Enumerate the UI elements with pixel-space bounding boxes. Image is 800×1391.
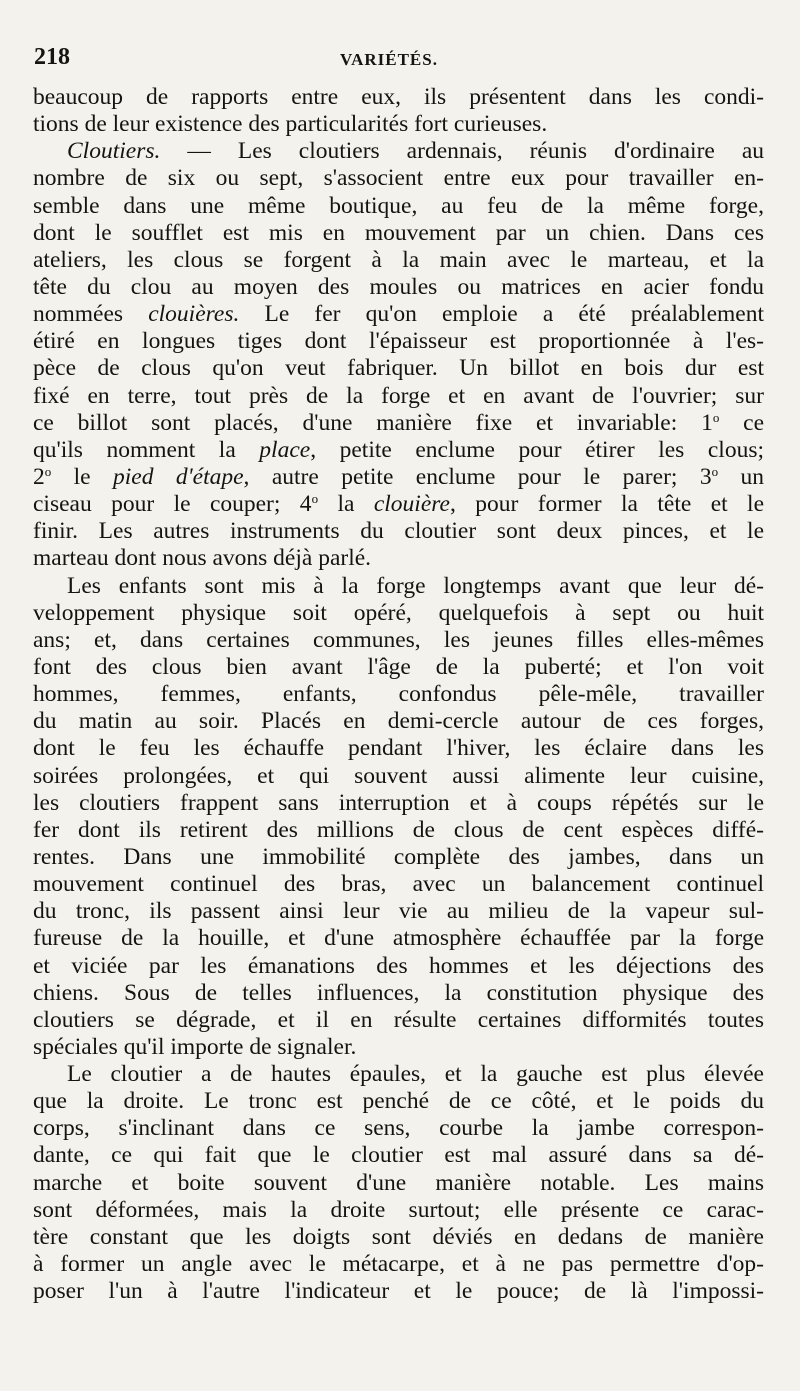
text-line: tère constant que les doigts sont déviés en dedans de manière xyxy=(33,1223,764,1250)
text-line: rentes. Dans une immobilité complète des jambes, dans un xyxy=(33,843,764,870)
text-line xyxy=(33,138,764,165)
body-text xyxy=(33,84,764,1305)
text-segment: , petite enclume pour étirer les clous; xyxy=(310,436,764,463)
text-segment: , autre petite enclume pour le parer; 3 xyxy=(243,463,712,490)
text-line: fureuse de la houille, et d'une atmosphère échauffée par la forge xyxy=(33,925,764,952)
text-line: veloppement physique soit opéré, quelquefois à sept ou huit xyxy=(33,599,764,626)
text-segment: le xyxy=(51,463,114,490)
text-segment: qu'ils nomment la xyxy=(33,436,260,463)
text-line: chiens. Sous de telles influences, la constitution physique des xyxy=(33,979,764,1006)
text-segment: ce xyxy=(719,409,764,436)
text-segment: Le fer qu'on emploie a été préalablement xyxy=(239,301,764,328)
text-line: les cloutiers frappent sans interruption et à coups répétés sur le xyxy=(33,789,764,816)
text-line: nombre de six ou sept, s'associent entre eux pour travailler en- xyxy=(33,165,764,192)
page-header xyxy=(34,40,760,80)
text-segment: ciseau pour le couper; 4 xyxy=(33,491,312,518)
text-line: finir. Les autres instruments du cloutier sont deux pinces, et le xyxy=(33,518,764,545)
italic-term: place xyxy=(259,436,311,463)
text-line: marteau dont nous avons déjà parlé. xyxy=(33,545,372,572)
text-line: font des clous bien avant l'âge de la puberté; et l'on voit xyxy=(33,653,764,680)
ordinal-mark: o xyxy=(311,491,319,507)
italic-term: clouière xyxy=(373,491,450,518)
text-line: marche et boite souvent d'une manière notable. Les mains xyxy=(33,1169,764,1196)
text-line: beaucoup de rapports entre eux, ils présentent dans les condi- xyxy=(33,84,764,110)
text-line xyxy=(33,410,764,437)
ordinal-mark: o xyxy=(711,463,719,479)
text-line: cloutiers se dégrade, et il en résulte certaines difformités toutes xyxy=(33,1006,764,1033)
ordinal-mark: o xyxy=(44,463,52,479)
text-line: poser l'un à l'autre l'indicateur et le pouce; de là l'impossi- xyxy=(33,1278,764,1305)
text-line: fixé en terre, tout près de la forge et en avant de l'ouvrier; sur xyxy=(33,382,764,409)
text-line: hommes, femmes, enfants, confondus pêle-mêle, travailler xyxy=(33,681,764,708)
text-line: Les enfants sont mis à la forge longtemps avant que leur dé- xyxy=(67,572,764,599)
text-line: que la droite. Le tronc est penché de ce côté, et le poids du xyxy=(33,1088,764,1115)
italic-term: clouières. xyxy=(148,301,240,328)
text-line xyxy=(33,437,764,464)
text-segment: un xyxy=(718,463,764,490)
italic-term: pied d'étape xyxy=(113,463,244,490)
section-label: Cloutiers. xyxy=(67,138,161,165)
text-line xyxy=(33,464,764,491)
ordinal-mark: o xyxy=(712,409,720,425)
text-segment: la xyxy=(318,491,374,518)
text-line: ans; et, dans certaines communes, les jeunes filles elles-mêmes xyxy=(33,626,764,653)
text-segment: 2 xyxy=(33,463,45,490)
text-line: spéciales qu'il importe de signaler. xyxy=(33,1033,357,1060)
running-head: VARIÉTÉS. xyxy=(340,50,438,69)
text-line: à former un angle avec le métacarpe, et à ne pas permettre d'op- xyxy=(33,1251,764,1278)
text-line: mouvement continuel des bras, avec un balancement continuel xyxy=(33,871,764,898)
text-line: tête du clou au moyen des moules ou matrices en acier fondu xyxy=(33,273,764,300)
text-line: dont le feu les échauffe pendant l'hiver, les éclaire dans les xyxy=(33,735,764,762)
text-line: soirées prolongées, et qui souvent aussi alimente leur cuisine, xyxy=(33,762,764,789)
text-line: corps, s'inclinant dans ce sens, courbe la jambe correspon- xyxy=(33,1115,764,1142)
text-line: ateliers, les clous se forgent à la main avec le marteau, et la xyxy=(33,246,764,273)
text-segment: , pour former la tête et le xyxy=(449,491,765,518)
text-line xyxy=(33,301,764,328)
text-line: Le cloutier a de hautes épaules, et la gauche est plus élevée xyxy=(67,1061,764,1088)
text-segment: nommées xyxy=(33,301,149,328)
text-line: étiré en longues tiges dont l'épaisseur est proportionnée à l'es- xyxy=(33,328,764,355)
text-segment: ce billot sont placés, d'une manière fixe et invariable: 1 xyxy=(33,409,713,436)
text-line: et viciée par les émanations des hommes et les déjections des xyxy=(33,952,764,979)
text-line: du tronc, ils passent ainsi leur vie au milieu de la vapeur sul- xyxy=(33,898,764,925)
text-line xyxy=(33,491,764,518)
text-line: du matin au soir. Placés en demi-cercle autour de ces forges, xyxy=(33,708,764,735)
text-line: fer dont ils retirent des millions de clous de cent espèces diffé- xyxy=(33,816,764,843)
text-segment: — Les cloutiers ardennais, réunis d'ordinaire au xyxy=(160,138,764,165)
text-line: sont déformées, mais la droite surtout; elle présente ce carac- xyxy=(33,1196,764,1223)
text-line: semble dans une même boutique, au feu de la même forge, xyxy=(33,192,764,219)
text-line: pèce de clous qu'on veut fabriquer. Un billot en bois dur est xyxy=(33,355,764,382)
text-line: dont le soufflet est mis en mouvement par un chien. Dans ces xyxy=(33,219,764,246)
page-number: 218 xyxy=(34,44,70,70)
text-line: tions de leur existence des particularités fort curieuses. xyxy=(33,111,548,138)
text-line: dante, ce qui fait que le cloutier est mal assuré dans sa dé- xyxy=(33,1142,764,1169)
